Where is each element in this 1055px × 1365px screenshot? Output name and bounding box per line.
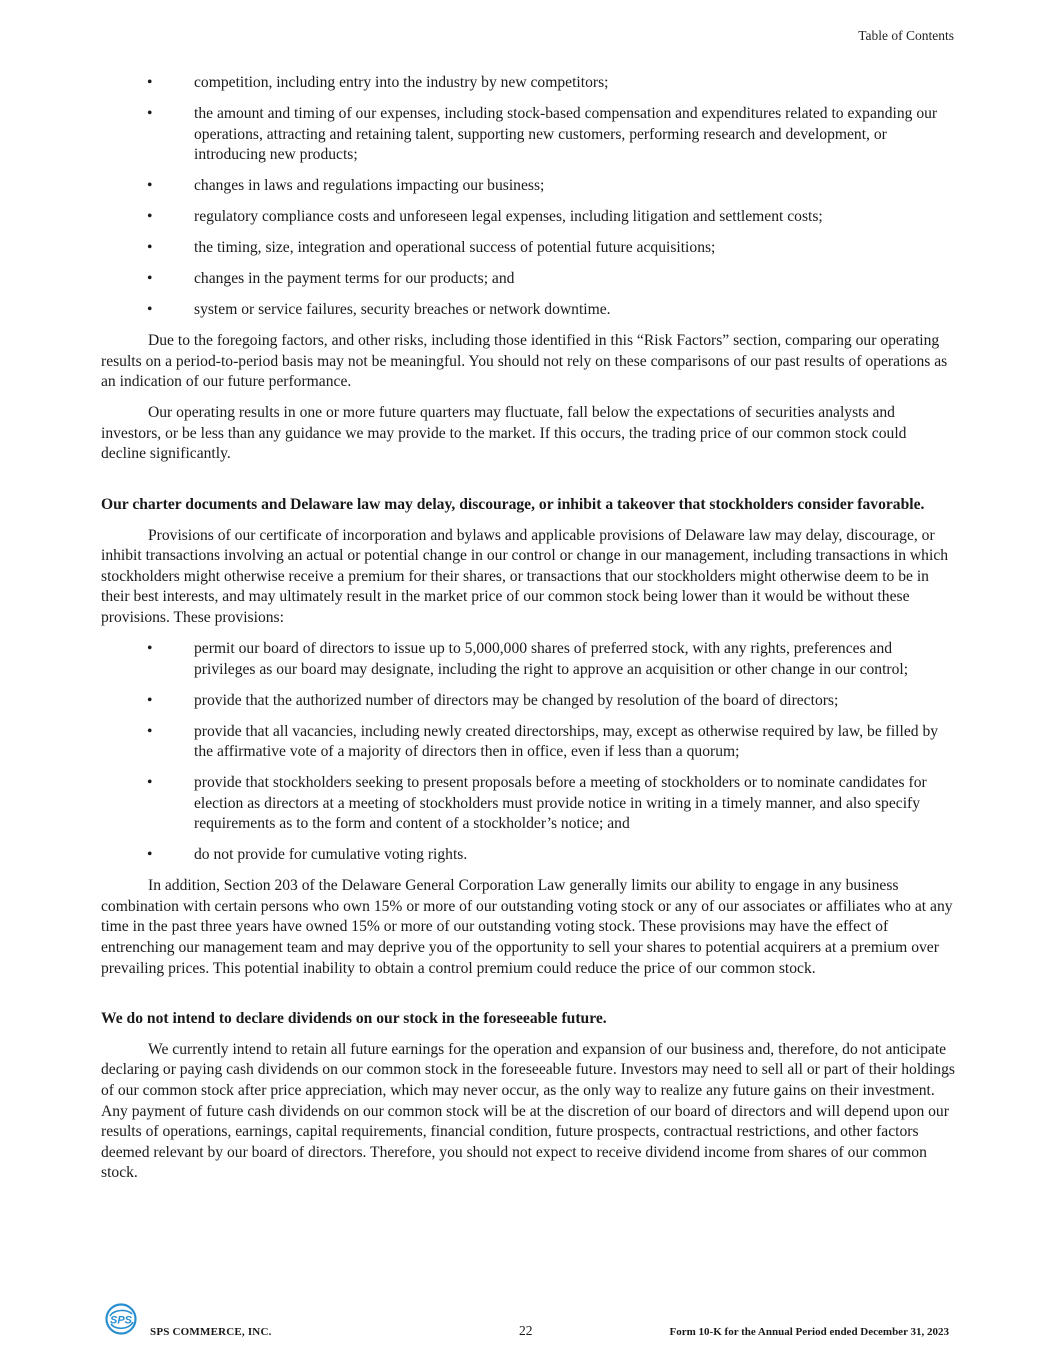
form-period-label: Form 10-K for the Annual Period ended December 31, 2023 (669, 1326, 949, 1338)
section-heading-dividends: We do not intend to declare dividends on our stock in the foreseeable future. (101, 1010, 607, 1028)
factors-list (101, 73, 955, 321)
page-number: 22 (519, 1323, 533, 1338)
bullet-glyph: • (147, 104, 153, 122)
paragraph: We currently intend to retain all future earnings for the operation and expansion of our business and, therefore, do not anticipate declaring or paying cash dividends on our common stock in the foreseeable future. Investors may need to sell all or part of their holdings of our common stock after price appreciation, which may never occur, as the only way to realize any future gains on their investment. Any payment of future cash dividends on our common stock will be at the discretion of our board of directors and will depend upon our results of operations, earnings, capital requirements, financial condition, future prospects, contractual restrictions, and other factors deemed relevant by our board of directors. Therefore, you should not expect to receive dividend income from shares of our common stock. (101, 1040, 955, 1182)
list-item: • regulatory compliance costs and unforeseen legal expenses, including litigation and settlement costs; (101, 207, 955, 228)
list-item: • provide that the authorized number of directors may be changed by resolution of the board of directors; (101, 691, 955, 712)
list-item: • system or service failures, security breaches or network downtime. (101, 300, 955, 321)
bullet-glyph: • (147, 722, 153, 740)
bullet-glyph: • (147, 208, 153, 226)
section-heading-charter: Our charter documents and Delaware law may delay, discourage, or inhibit a takeover that stockholders consider favorable. (101, 496, 925, 514)
paragraph: Due to the foregoing factors, and other risks, including those identified in this “Risk Factors” section, comparing our operating results on a period-to-period basis may not be meaningful. You should not rely on these comparisons of our past results of operations as an indication of our future performance. (101, 332, 948, 391)
paragraph: In addition, Section 203 of the Delaware General Corporation Law generally limits our ability to engage in any business combination with certain persons who own 15% or more of our outstanding voting stock or any of our associates or affiliates who at any time in the past three years have owned 15% or more of our outstanding voting stock. These provisions may have the effect of entrenching our management team and may deprive you of the opportunity to sell your shares to potential acquirers at a premium over prevailing prices. This potential inability to obtain a control premium could reduce the price of our common stock. (101, 877, 953, 977)
list-item: • do not provide for cumulative voting rights. (101, 845, 955, 866)
bullet-glyph: • (147, 774, 153, 792)
bullet-glyph: • (147, 74, 153, 91)
bullet-glyph: • (147, 239, 153, 257)
list-item: • changes in laws and regulations impacting our business; (101, 176, 955, 197)
paragraph: Provisions of our certificate of incorporation and bylaws and applicable provisions of Delaware law may delay, discourage, or inhibit transactions involving an actual or potential change in our control or change in our management, including transactions in which stockholders might otherwise receive a premium for their shares, or transactions that our stockholders might otherwise deem to be in their best interests, and may ultimately result in the market price of our common stock being lower than it would be without these provisions. These provisions: (101, 526, 949, 626)
list-item: • permit our board of directors to issue up to 5,000,000 shares of preferred stock, with any rights, preferences and privileges as our board may designate, including the right to approve an acquisition or other change in our control; (147, 639, 909, 678)
sps-logo-icon (104, 1303, 140, 1335)
bullet-glyph: • (147, 846, 153, 864)
paragraph: Our operating results in one or more future quarters may fluctuate, fall below the expectations of securities analysts and investors, or be less than any guidance we may provide to the market. If this occurs, the trading price of our common stock could decline significantly. (101, 404, 907, 463)
bullet-glyph: • (147, 639, 153, 657)
bullet-glyph: • (147, 177, 153, 195)
svg-text:SPS: SPS (109, 1314, 133, 1327)
list-item: • competition, including entry into the industry by new competitors; (101, 73, 955, 94)
list-item: • the amount and timing of our expenses, including stock-based compensation and expenditures related to expanding our operations, attracting and retaining talent, supporting new customers, performing research and development, or introducing new products; (147, 104, 938, 164)
list-item: • changes in the payment terms for our products; and (101, 269, 955, 290)
list-item: • the timing, size, integration and operational success of potential future acquisitions; (101, 238, 955, 259)
document-body (101, 73, 955, 1194)
provisions-list (101, 639, 955, 866)
list-item: • provide that all vacancies, including newly created directorships, may, except as otherwise required by law, be filled by the affirmative vote of a majority of directors then in office, even if less than a quorum; (147, 722, 939, 761)
company-name: SPS COMMERCE, INC. (150, 1326, 272, 1338)
list-item: • provide that stockholders seeking to present proposals before a meeting of stockholders or to nominate candidates for election as directors at a meeting of stockholders must provide notice in writing in a timely manner, and also specify requirements as to the form and content of a stockholder’s notice; and (147, 774, 927, 833)
bullet-glyph: • (147, 301, 153, 319)
bullet-glyph: • (147, 691, 153, 709)
bullet-glyph: • (147, 270, 153, 288)
table-of-contents-link[interactable]: Table of Contents (858, 28, 954, 43)
